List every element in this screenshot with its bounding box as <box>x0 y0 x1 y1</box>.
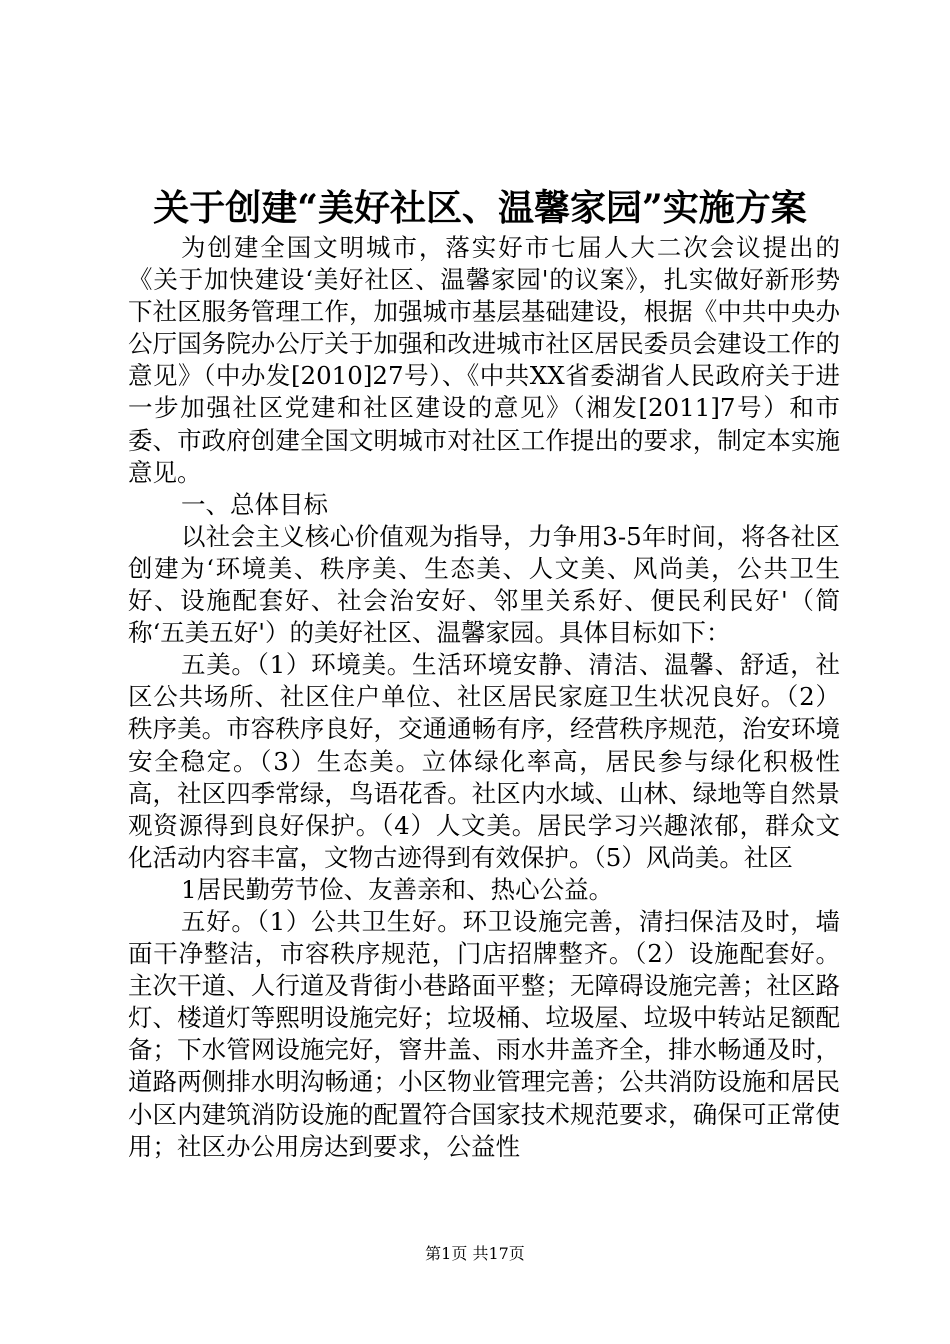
document-body <box>128 232 840 1163</box>
goals-paragraph: 以社会主义核心价值观为指导，力争用3-5年时间，将各社区创建为‘环境美、秩序美、生态美、人文美、风尚美，公共卫生好、设施配套好、社会治安好、邻里关系好、便民利民好'（简称‘五美五好'）的美好社区、温馨家园。具体目标如下： <box>128 521 840 648</box>
five-beauties-continuation: 1居民勤劳节俭、友善亲和、热心公益。 <box>181 874 614 904</box>
intro-paragraph: 为创建全国文明城市，落实好市七届人大二次会议提出的《关于加快建设‘美好社区、温馨家园'的议案》，扎实做好新形势下社区服务管理工作，加强城市基层基础建设，根据《中共中央办公厅国务院办公厅关于加强和改进城市社区居民委员会建设工作的意见》（中办发[2010]27号）、《中共XX省委湖省人民政府关于进一步加强社区党建和社区建设的意见》（湘发[2011]7号）和市委、市政府创建全国文明城市对社区工作提出的要求，制定本实施意见。 <box>128 233 840 487</box>
section-heading-overall-goals: 一、总体目标 <box>181 489 328 519</box>
five-beauties-paragraph: 五美。（1）环境美。生活环境安静、清洁、温馨、舒适，社区公共场所、社区住户单位、社区居民家庭卫生状况良好。（2）秩序美。市容秩序良好，交通通畅有序，经营秩序规范，治安环境安全稳定。（3）生态美。立体绿化率高，居民参与绿化积极性高，社区四季常绿，鸟语花香。社区内水域、山林、绿地等自然景观资源得到良好保护。（4）人文美。居民学习兴趣浓郁，群众文化活动内容丰富，文物古迹得到有效保护。（5）风尚美。社区 <box>128 650 840 872</box>
page-number-footer: 第1页 共17页 <box>425 1244 525 1263</box>
five-goods-paragraph: 五好。（1）公共卫生好。环卫设施完善，清扫保洁及时，墙面干净整洁，市容秩序规范，门店招牌整齐。（2）设施配套好。主次干道、人行道及背街小巷路面平整；无障碍设施完善；社区路灯、楼道灯等熙明设施完好；垃圾桶、垃圾屋、垃圾中转站足额配备；下水管网设施完好，窨井盖、雨水井盖齐全，排水畅通及时，道路两侧排水明沟畅通；小区物业管理完善；公共消防设施和居民小区内建筑消防设施的配置符合国家技术规范要求，确保可正常使用；社区办公用房达到要求，公益性 <box>128 906 840 1161</box>
page-title: 关于创建“美好社区、温馨家园”实施方案 <box>153 187 807 229</box>
